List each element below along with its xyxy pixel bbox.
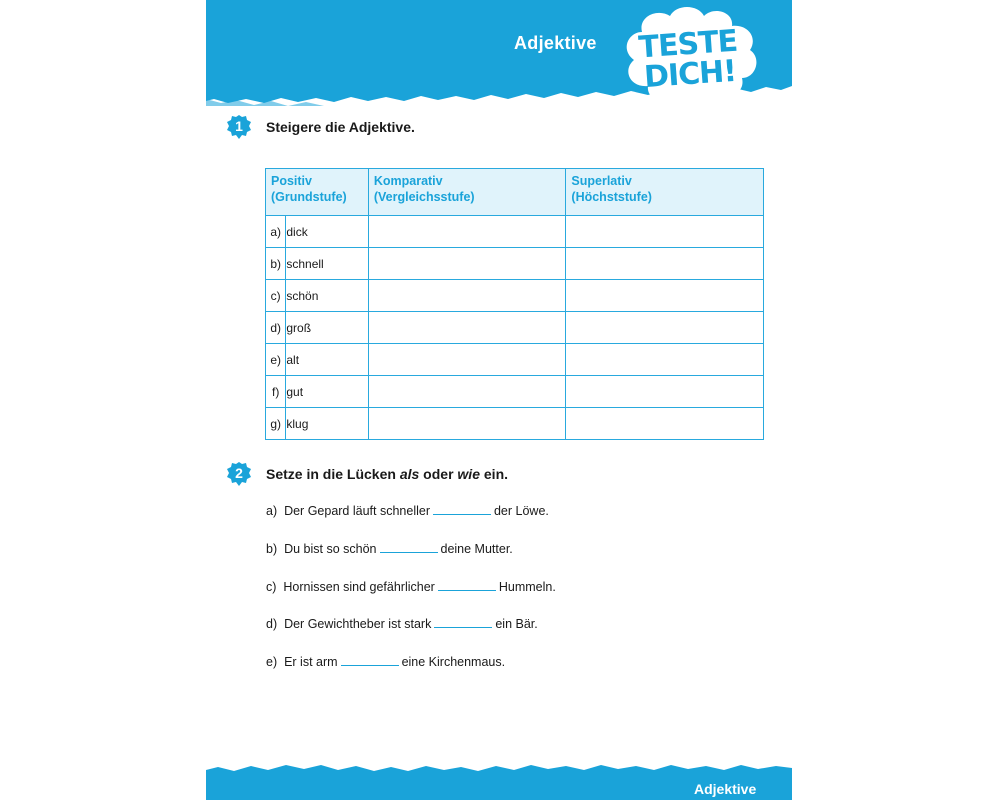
adjective-table <box>265 168 764 440</box>
superlativ-answer-cell[interactable] <box>566 248 764 280</box>
row-word: dick <box>286 216 368 248</box>
answer-blank[interactable] <box>341 653 399 666</box>
row-word: gut <box>286 376 368 408</box>
word-als: als <box>399 466 420 482</box>
footer-title: Adjektive <box>694 781 757 797</box>
worksheet-page <box>206 0 792 800</box>
header-banner <box>206 0 792 112</box>
header-title: Adjektive <box>514 33 597 53</box>
table-row <box>266 280 764 312</box>
header-superlativ: Superlativ (Höchststufe) <box>566 169 764 216</box>
badge-text: TESTE DICH! <box>637 23 739 96</box>
answer-blank[interactable] <box>434 615 492 628</box>
table-row <box>266 248 764 280</box>
exercise-item-d: d) Der Gewichtheber ist stark ein Bär. <box>266 617 538 631</box>
superlativ-answer-cell[interactable] <box>566 408 764 440</box>
answer-blank[interactable] <box>380 540 438 553</box>
table-row <box>266 376 764 408</box>
row-word: schnell <box>286 248 368 280</box>
footer-banner <box>206 762 792 800</box>
komparativ-answer-cell[interactable] <box>368 248 566 280</box>
superlativ-answer-cell[interactable] <box>566 216 764 248</box>
table-header-row <box>266 169 764 216</box>
row-word: klug <box>286 408 368 440</box>
row-label: g) <box>266 408 286 440</box>
task-2-number-badge <box>226 461 252 487</box>
komparativ-answer-cell[interactable] <box>368 408 566 440</box>
task-2-number: 2 <box>235 465 243 481</box>
superlativ-answer-cell[interactable] <box>566 280 764 312</box>
answer-blank[interactable] <box>438 578 496 591</box>
komparativ-answer-cell[interactable] <box>368 344 566 376</box>
task-1-number-badge <box>226 114 252 140</box>
superlativ-answer-cell[interactable] <box>566 312 764 344</box>
exercise-item-c: c) Hornissen sind gefährlicher Hummeln. <box>266 580 556 594</box>
row-word: groß <box>286 312 368 344</box>
header-positiv: Positiv (Grundstufe) <box>266 169 369 216</box>
row-word: alt <box>286 344 368 376</box>
komparativ-answer-cell[interactable] <box>368 312 566 344</box>
komparativ-answer-cell[interactable] <box>368 376 566 408</box>
row-label: e) <box>266 344 286 376</box>
komparativ-answer-cell[interactable] <box>368 280 566 312</box>
task-1-number: 1 <box>235 118 243 134</box>
exercise-item-e: e) Er ist arm eine Kirchenmaus. <box>266 655 506 669</box>
superlativ-answer-cell[interactable] <box>566 376 764 408</box>
table-row <box>266 344 764 376</box>
superlativ-answer-cell[interactable] <box>566 344 764 376</box>
exercise-item-a: a) Der Gepard läuft schneller der Löwe. <box>266 504 549 518</box>
table-row <box>266 312 764 344</box>
task-2-title: Setze in die Lücken als oder wie ein. <box>266 466 509 482</box>
komparativ-answer-cell[interactable] <box>368 216 566 248</box>
teste-dich-badge <box>614 2 764 110</box>
row-word: schön <box>286 280 368 312</box>
table-row <box>266 216 764 248</box>
exercise-item-b: b) Du bist so schön deine Mutter. <box>266 542 513 556</box>
row-label: b) <box>266 248 286 280</box>
table-row <box>266 408 764 440</box>
answer-blank[interactable] <box>433 502 491 515</box>
header-komparativ: Komparativ (Vergleichsstufe) <box>368 169 566 216</box>
row-label: f) <box>266 376 286 408</box>
row-label: c) <box>266 280 286 312</box>
row-label: d) <box>266 312 286 344</box>
word-wie: wie <box>457 466 480 482</box>
row-label: a) <box>266 216 286 248</box>
task-1-title: Steigere die Adjektive. <box>266 119 415 135</box>
